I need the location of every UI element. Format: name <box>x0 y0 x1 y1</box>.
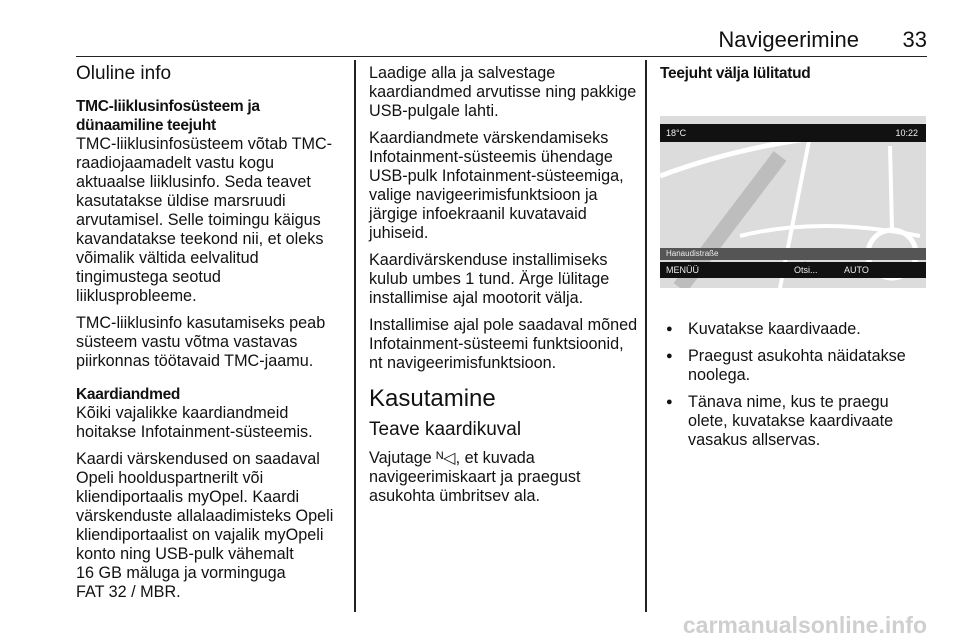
text-line: Kõiki vajalikke kaardiandmeid <box>76 404 289 422</box>
text-line: vasakus allservas. <box>688 431 821 449</box>
clock: 10:22 <box>895 128 918 138</box>
text-line: Infotainment-süsteemi funktsioonid, <box>369 335 624 353</box>
paragraph <box>76 314 346 371</box>
text-line: kasutatakse üldise marsruudi <box>76 192 286 210</box>
text-line: TMC-liiklusinfosüsteem võtab TMC- <box>76 135 333 153</box>
page-header <box>76 26 927 57</box>
column-divider-1 <box>354 60 356 612</box>
text-line: installimise ajal mootorit välja. <box>369 289 584 307</box>
list-item <box>660 320 935 339</box>
paragraph <box>76 404 346 442</box>
text-line: 16 GB mäluga ja vorminguga <box>76 564 286 582</box>
text-line: kavandatakse teekond nii, et oleks <box>76 230 324 248</box>
text-line: arvutamisel. Selle toimingu käigus <box>76 211 321 229</box>
text-line: Laadige alla ja salvestage <box>369 64 556 82</box>
text-line: Kaardiandmete värskendamiseks <box>369 129 609 147</box>
subheading-map-screen: Teave kaardikuval <box>369 419 522 440</box>
text-line: TMC-liiklusinfosüsteem ja <box>76 98 260 115</box>
status-bar <box>660 124 926 142</box>
column-3 <box>660 64 930 83</box>
text-line: kliendiportaalist on vajalik myOpeli <box>76 526 324 544</box>
text-line: kaardiandmed arvutisse ning pakkige <box>369 83 637 101</box>
paragraph <box>76 135 346 306</box>
watermark: carmanualsonline.info <box>682 612 927 638</box>
text-line: USB-pulgale lahti. <box>369 102 499 120</box>
paragraph <box>369 449 641 506</box>
paragraph <box>76 450 346 602</box>
search-button[interactable]: Otsi... <box>794 265 818 275</box>
text-line: Kuvatakse kaardivaade. <box>688 320 861 338</box>
text-line: Kaardi värskendused on saadaval <box>76 450 320 468</box>
section-heading-usage: Kasutamine <box>369 385 496 412</box>
street-name: Hanaudistraße <box>666 249 719 258</box>
text-line: Tänava nime, kus te praegu <box>688 393 889 411</box>
auto-zoom-button[interactable]: AUTO <box>844 265 869 275</box>
text-line: TMC-liiklusinfo kasutamiseks peab <box>76 314 326 332</box>
text-line: raadiojaamadelt vastu kogu <box>76 154 274 172</box>
text-line: piirkonnas töötavaid TMC-jaamu. <box>76 352 314 370</box>
text-line: dünaamiline teejuht <box>76 117 216 134</box>
text-line: aktuaalse liiklusinfo. Seda teavet <box>76 173 311 191</box>
paragraph <box>369 316 641 373</box>
menu-button[interactable]: MENÜÜ <box>666 265 699 275</box>
text-line: järgige infoekraanil kuvatavaid <box>369 205 587 223</box>
text-line: konto ning USB-pulk vähemalt <box>76 545 294 563</box>
column-divider-2 <box>645 60 647 612</box>
text-line: asukohta ümbritsev ala. <box>369 487 540 505</box>
text-line: süsteem vastu võtma vastavas <box>76 333 298 351</box>
list-item <box>660 393 935 450</box>
text-line: olete, kuvatakse kaardivaate <box>688 412 894 430</box>
paragraph <box>369 251 641 308</box>
chapter-title: Navigeerimine <box>718 27 859 52</box>
text-line: Installimise ajal pole saadaval mõned <box>369 316 638 334</box>
text-line: Opeli hoolduspartnerilt või <box>76 469 264 487</box>
text-line: USB-pulk Infotainment-süsteemiga, <box>369 167 624 185</box>
bottom-bar <box>660 262 926 278</box>
text-line: kulub umbes 1 tund. Ärge lülitage <box>369 270 610 288</box>
text-line: Kaardivärskenduse installimiseks <box>369 251 608 269</box>
text-line: noolega. <box>688 366 751 384</box>
text-line: FAT 32 / MBR. <box>76 583 181 601</box>
paragraph <box>369 64 641 121</box>
text-line: värskenduste allalaadimisteks Opeli <box>76 507 334 525</box>
text-line: Infotainment-süsteemis ühendage <box>369 148 613 166</box>
text-line: navigeerimiskaart ja praegust <box>369 468 581 486</box>
text-line: nt navigeerimisfunktsioon. <box>369 354 557 372</box>
text-line: valige navigeerimisfunktsioon ja <box>369 186 598 204</box>
list-item <box>660 347 935 385</box>
street-bar <box>660 248 926 260</box>
page-number: 33 <box>902 27 927 52</box>
navigation-screen-image <box>660 116 926 288</box>
column-3-list <box>660 320 935 458</box>
column-2 <box>369 64 641 514</box>
text-line: võimalik vältida eelvalitud <box>76 249 259 267</box>
text-line: hoitakse Infotainment-süsteemis. <box>76 423 313 441</box>
text-line: kliendiportaalis myOpel. Kaardi <box>76 488 300 506</box>
subheading-tmc <box>76 97 346 135</box>
subheading-map-data: Kaardiandmed <box>76 386 181 403</box>
text-line: liiklusprobleeme. <box>76 287 197 305</box>
text-line: juhiseid. <box>369 224 429 242</box>
text-line: tingimustega seotud <box>76 268 221 286</box>
text-line: Praegust asukohta näidatakse <box>688 347 906 365</box>
temperature: 18°C <box>666 128 687 138</box>
column-1 <box>76 64 346 610</box>
subheading-guidance-off: Teejuht välja lülitatud <box>660 65 811 82</box>
text-line: Vajutage ᴺ◁, et kuvada <box>369 449 535 467</box>
paragraph <box>369 129 641 243</box>
section-heading: Oluline info <box>76 63 172 84</box>
